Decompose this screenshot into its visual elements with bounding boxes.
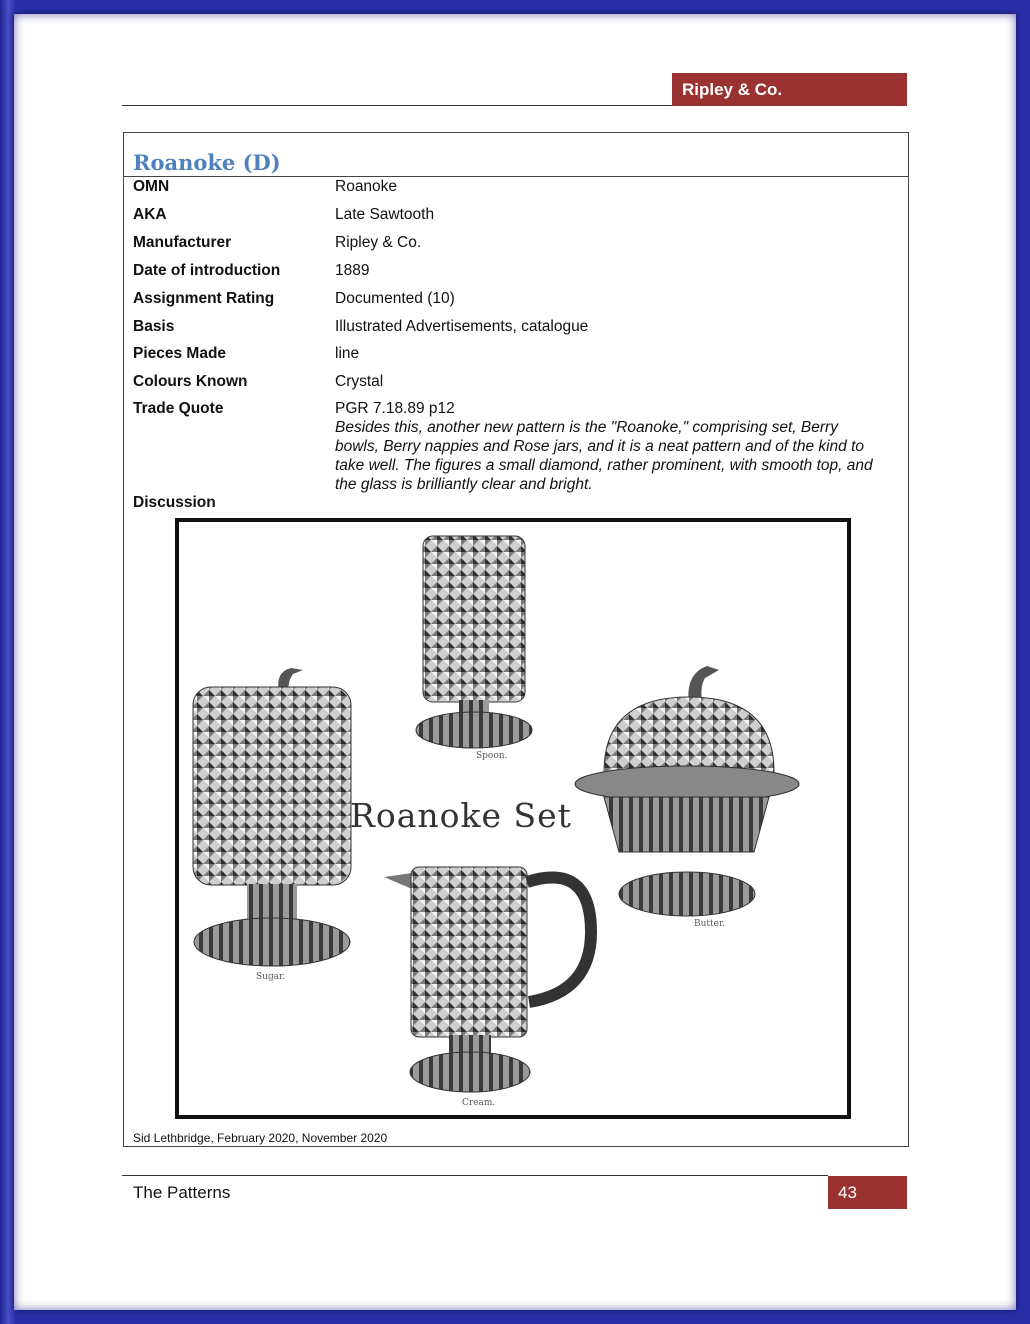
spoon-holder-drawing: [416, 536, 532, 748]
title-rule: [123, 176, 909, 177]
cream-caption: Cream.: [462, 1098, 496, 1108]
page-number: 43: [828, 1176, 907, 1209]
field-label: Pieces Made: [133, 345, 227, 362]
field-value: line: [335, 345, 360, 362]
field-value: Roanoke: [335, 178, 398, 195]
author-credit: Sid Lethbridge, February 2020, November 2020: [133, 1131, 388, 1145]
figure-title: Roanoke Set: [350, 796, 572, 835]
field-value: Documented (10): [335, 290, 455, 307]
footer-section: The Patterns: [133, 1183, 231, 1202]
pattern-title: Roanoke (D): [133, 150, 281, 175]
spoon-caption: Spoon.: [476, 751, 508, 761]
cream-pitcher-drawing: [384, 867, 591, 1092]
field-value: PGR 7.18.89 p12: [335, 400, 455, 417]
trade-quote-text: Besides this, another new pattern is the "Roanoke," comprising set, Berry bowls, Berry nappies and Rose jars, and it is a neat pattern and of the kind to take well. The figures a small diamond, rather prominent, with smooth top, and the glass is brilliantly clear and bright.: [335, 419, 873, 493]
field-label: Date of introduction: [133, 262, 281, 279]
field-label: Colours Known: [133, 373, 248, 390]
field-label: AKA: [133, 206, 167, 223]
discussion-label: Discussion: [133, 494, 216, 511]
sugar-caption: Sugar.: [256, 972, 286, 982]
header-rule: [122, 105, 672, 106]
field-label: Trade Quote: [133, 400, 224, 417]
field-label: Assignment Rating: [133, 290, 275, 307]
butter-dish-drawing: [575, 666, 799, 916]
field-value: Late Sawtooth: [335, 206, 435, 223]
field-value: Crystal: [335, 373, 384, 390]
field-label: Basis: [133, 318, 175, 335]
field-value: 1889: [335, 262, 370, 279]
sugar-bowl-drawing: [193, 668, 351, 966]
field-label: OMN: [133, 178, 170, 195]
footer-rule: [122, 1175, 828, 1176]
field-value: Illustrated Advertisements, catalogue: [335, 318, 589, 335]
field-value: Ripley & Co.: [335, 234, 422, 251]
header-section-tag: Ripley & Co.: [672, 73, 907, 106]
butter-caption: Butter.: [694, 919, 726, 929]
field-label: Manufacturer: [133, 234, 232, 251]
